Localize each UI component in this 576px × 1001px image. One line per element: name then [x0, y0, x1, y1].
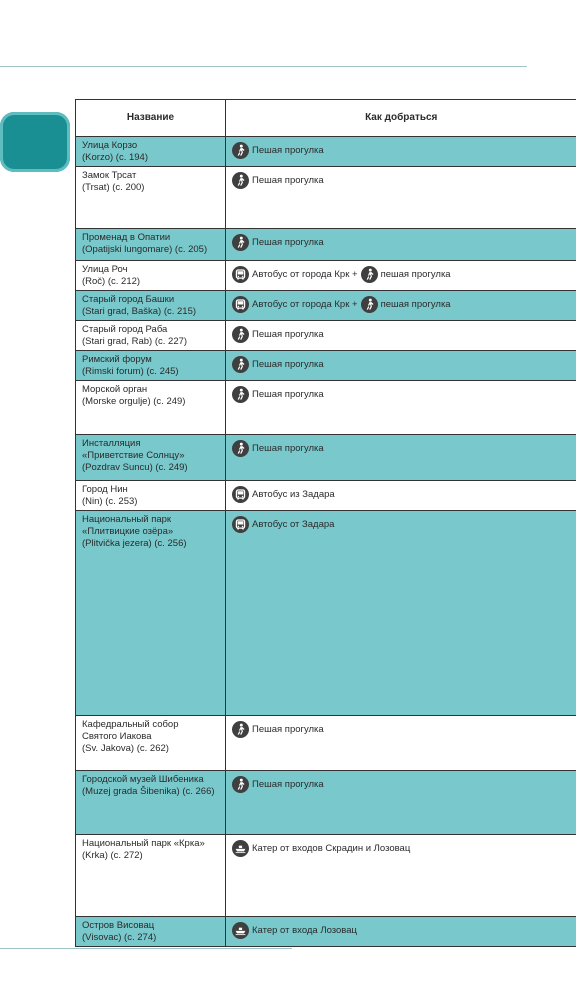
- place-name-line: (Plitvička jezera) (с. 256): [82, 538, 187, 549]
- place-name-line: «Плитвицкие озёра»: [82, 526, 174, 537]
- header-name: Название: [76, 100, 226, 137]
- table-row: [76, 835, 576, 917]
- transport-text: Пешая прогулка: [252, 388, 324, 400]
- bus-icon: [232, 296, 249, 313]
- transport-text: Катер от входов Скрадин и Лозовац: [252, 842, 411, 854]
- place-name-cell: [76, 381, 226, 435]
- transport-info: [232, 514, 571, 533]
- bus-icon: [232, 266, 249, 283]
- table-row: [76, 137, 576, 167]
- place-name-cell: [76, 481, 226, 511]
- how-to-get-cell: [226, 291, 576, 321]
- transport-info: [232, 324, 571, 343]
- place-name-line: Город Нин: [82, 484, 128, 495]
- table-row: [76, 381, 576, 435]
- how-to-get-cell: [226, 167, 576, 229]
- transport-info: [232, 354, 571, 373]
- how-to-get-cell: [226, 481, 576, 511]
- transport-text: Катер от входа Лозовац: [252, 924, 357, 936]
- place-name-line: Старый город Башки: [82, 294, 175, 305]
- place-name-line: (Morske orgulje) (с. 249): [82, 396, 186, 407]
- walk-icon: [232, 386, 249, 403]
- how-to-get-cell: [226, 771, 576, 835]
- place-name-cell: [76, 229, 226, 261]
- place-name-line: Национальный парк «Крка»: [82, 838, 205, 849]
- walk-icon: [232, 440, 249, 457]
- table-row: [76, 481, 576, 511]
- transport-info: [232, 838, 571, 857]
- place-name-line: (Muzej grada Šibenika) (с. 266): [82, 786, 215, 797]
- how-to-get-cell: [226, 229, 576, 261]
- how-to-get-cell: [226, 137, 576, 167]
- place-name-cell: [76, 137, 226, 167]
- walk-icon: [232, 776, 249, 793]
- place-name-line: (Trsat) (с. 200): [82, 182, 145, 193]
- how-to-get-cell: [226, 261, 576, 291]
- transport-text: Пешая прогулка: [252, 328, 324, 340]
- attractions-table: [75, 99, 576, 947]
- how-to-get-cell: [226, 716, 576, 771]
- place-name-cell: [76, 261, 226, 291]
- table-body: [76, 137, 576, 947]
- how-to-get-cell: [226, 435, 576, 481]
- walk-icon: [361, 296, 378, 313]
- place-name-line: Старый город Раба: [82, 324, 168, 335]
- walk-icon: [232, 234, 249, 251]
- transport-text: Автобус из Задара: [252, 488, 335, 500]
- place-name-cell: [76, 435, 226, 481]
- place-name-line: Святого Иакова: [82, 731, 152, 742]
- header-how: Как добраться: [226, 100, 576, 137]
- transport-info: [232, 774, 571, 793]
- walk-icon: [232, 172, 249, 189]
- place-name-line: Инсталляция: [82, 438, 141, 449]
- table-row: [76, 716, 576, 771]
- table-row: [76, 351, 576, 381]
- place-name-line: (Stari grad, Rab) (с. 227): [82, 336, 188, 347]
- place-name-line: (Opatijski lungomare) (с. 205): [82, 244, 208, 255]
- place-name-line: (Rimski forum) (с. 245): [82, 366, 179, 377]
- place-name-cell: [76, 291, 226, 321]
- table-row: [76, 167, 576, 229]
- place-name-cell: [76, 167, 226, 229]
- transport-text: Пешая прогулка: [252, 174, 324, 186]
- how-to-get-cell: [226, 381, 576, 435]
- transport-text: Автобус от Задара: [252, 518, 335, 530]
- transport-text: пешая прогулка: [380, 298, 451, 310]
- table-row: [76, 511, 576, 716]
- bus-icon: [232, 486, 249, 503]
- place-name-cell: [76, 771, 226, 835]
- place-name-line: (Sv. Jakova) (с. 262): [82, 743, 169, 754]
- transport-info: [232, 384, 571, 403]
- how-to-get-cell: [226, 835, 576, 917]
- place-name-cell: [76, 835, 226, 917]
- table-row: [76, 435, 576, 481]
- transport-info: [232, 920, 571, 939]
- transport-info: [232, 438, 571, 457]
- bottom-rule: [0, 948, 292, 949]
- place-name-line: (Stari grad, Baška) (с. 215): [82, 306, 197, 317]
- place-name-line: Национальный парк: [82, 514, 172, 525]
- boat-icon: [232, 922, 249, 939]
- place-name-cell: [76, 716, 226, 771]
- transport-text: Пешая прогулка: [252, 358, 324, 370]
- transport-info: [232, 232, 571, 251]
- chapter-tab: [0, 112, 70, 172]
- transport-info: [232, 719, 571, 738]
- place-name-cell: [76, 321, 226, 351]
- how-to-get-cell: [226, 511, 576, 716]
- transport-info: [232, 294, 571, 313]
- transport-text: Пешая прогулка: [252, 144, 324, 156]
- transport-info: [232, 264, 571, 283]
- walk-icon: [361, 266, 378, 283]
- transport-text: Автобус от города Крк +: [252, 298, 358, 310]
- place-name-line: (Roč) (с. 212): [82, 276, 141, 287]
- boat-icon: [232, 840, 249, 857]
- place-name-line: Кафедральный собор: [82, 719, 179, 730]
- transport-text: Пешая прогулка: [252, 723, 324, 735]
- table-row: [76, 917, 576, 947]
- walk-icon: [232, 356, 249, 373]
- walk-icon: [232, 142, 249, 159]
- transport-text: Пешая прогулка: [252, 442, 324, 454]
- place-name-line: Улица Роч: [82, 264, 128, 275]
- bus-icon: [232, 516, 249, 533]
- transport-info: [232, 170, 571, 189]
- walk-icon: [232, 721, 249, 738]
- place-name-line: Променад в Опатии: [82, 232, 171, 243]
- transport-info: [232, 484, 571, 503]
- place-name-line: (Nin) (с. 253): [82, 496, 138, 507]
- transport-text: Пешая прогулка: [252, 778, 324, 790]
- place-name-cell: [76, 511, 226, 716]
- transport-text: Пешая прогулка: [252, 236, 324, 248]
- transport-text: Автобус от города Крк +: [252, 268, 358, 280]
- place-name-line: (Krka) (с. 272): [82, 850, 143, 861]
- how-to-get-cell: [226, 351, 576, 381]
- place-name-line: Морской орган: [82, 384, 148, 395]
- place-name-line: (Korzo) (с. 194): [82, 152, 148, 163]
- place-name-line: Городской музей Шибеника: [82, 774, 204, 785]
- table-row: [76, 291, 576, 321]
- table-row: [76, 771, 576, 835]
- place-name-cell: [76, 351, 226, 381]
- how-to-get-cell: [226, 917, 576, 947]
- place-name-line: «Приветствие Солнцу»: [82, 450, 185, 461]
- transport-info: [232, 140, 571, 159]
- table-row: [76, 321, 576, 351]
- transport-text: пешая прогулка: [380, 268, 451, 280]
- top-rule: [0, 66, 527, 67]
- table-row: [76, 229, 576, 261]
- place-name-line: Римский форум: [82, 354, 152, 365]
- place-name-line: (Visovac) (с. 274): [82, 932, 157, 943]
- how-to-get-cell: [226, 321, 576, 351]
- place-name-cell: [76, 917, 226, 947]
- place-name-line: Остров Висовац: [82, 920, 155, 931]
- place-name-line: (Pozdrav Suncu) (с. 249): [82, 462, 188, 473]
- table-row: [76, 261, 576, 291]
- place-name-line: Улица Корзо: [82, 140, 138, 151]
- walk-icon: [232, 326, 249, 343]
- place-name-line: Замок Трсат: [82, 170, 137, 181]
